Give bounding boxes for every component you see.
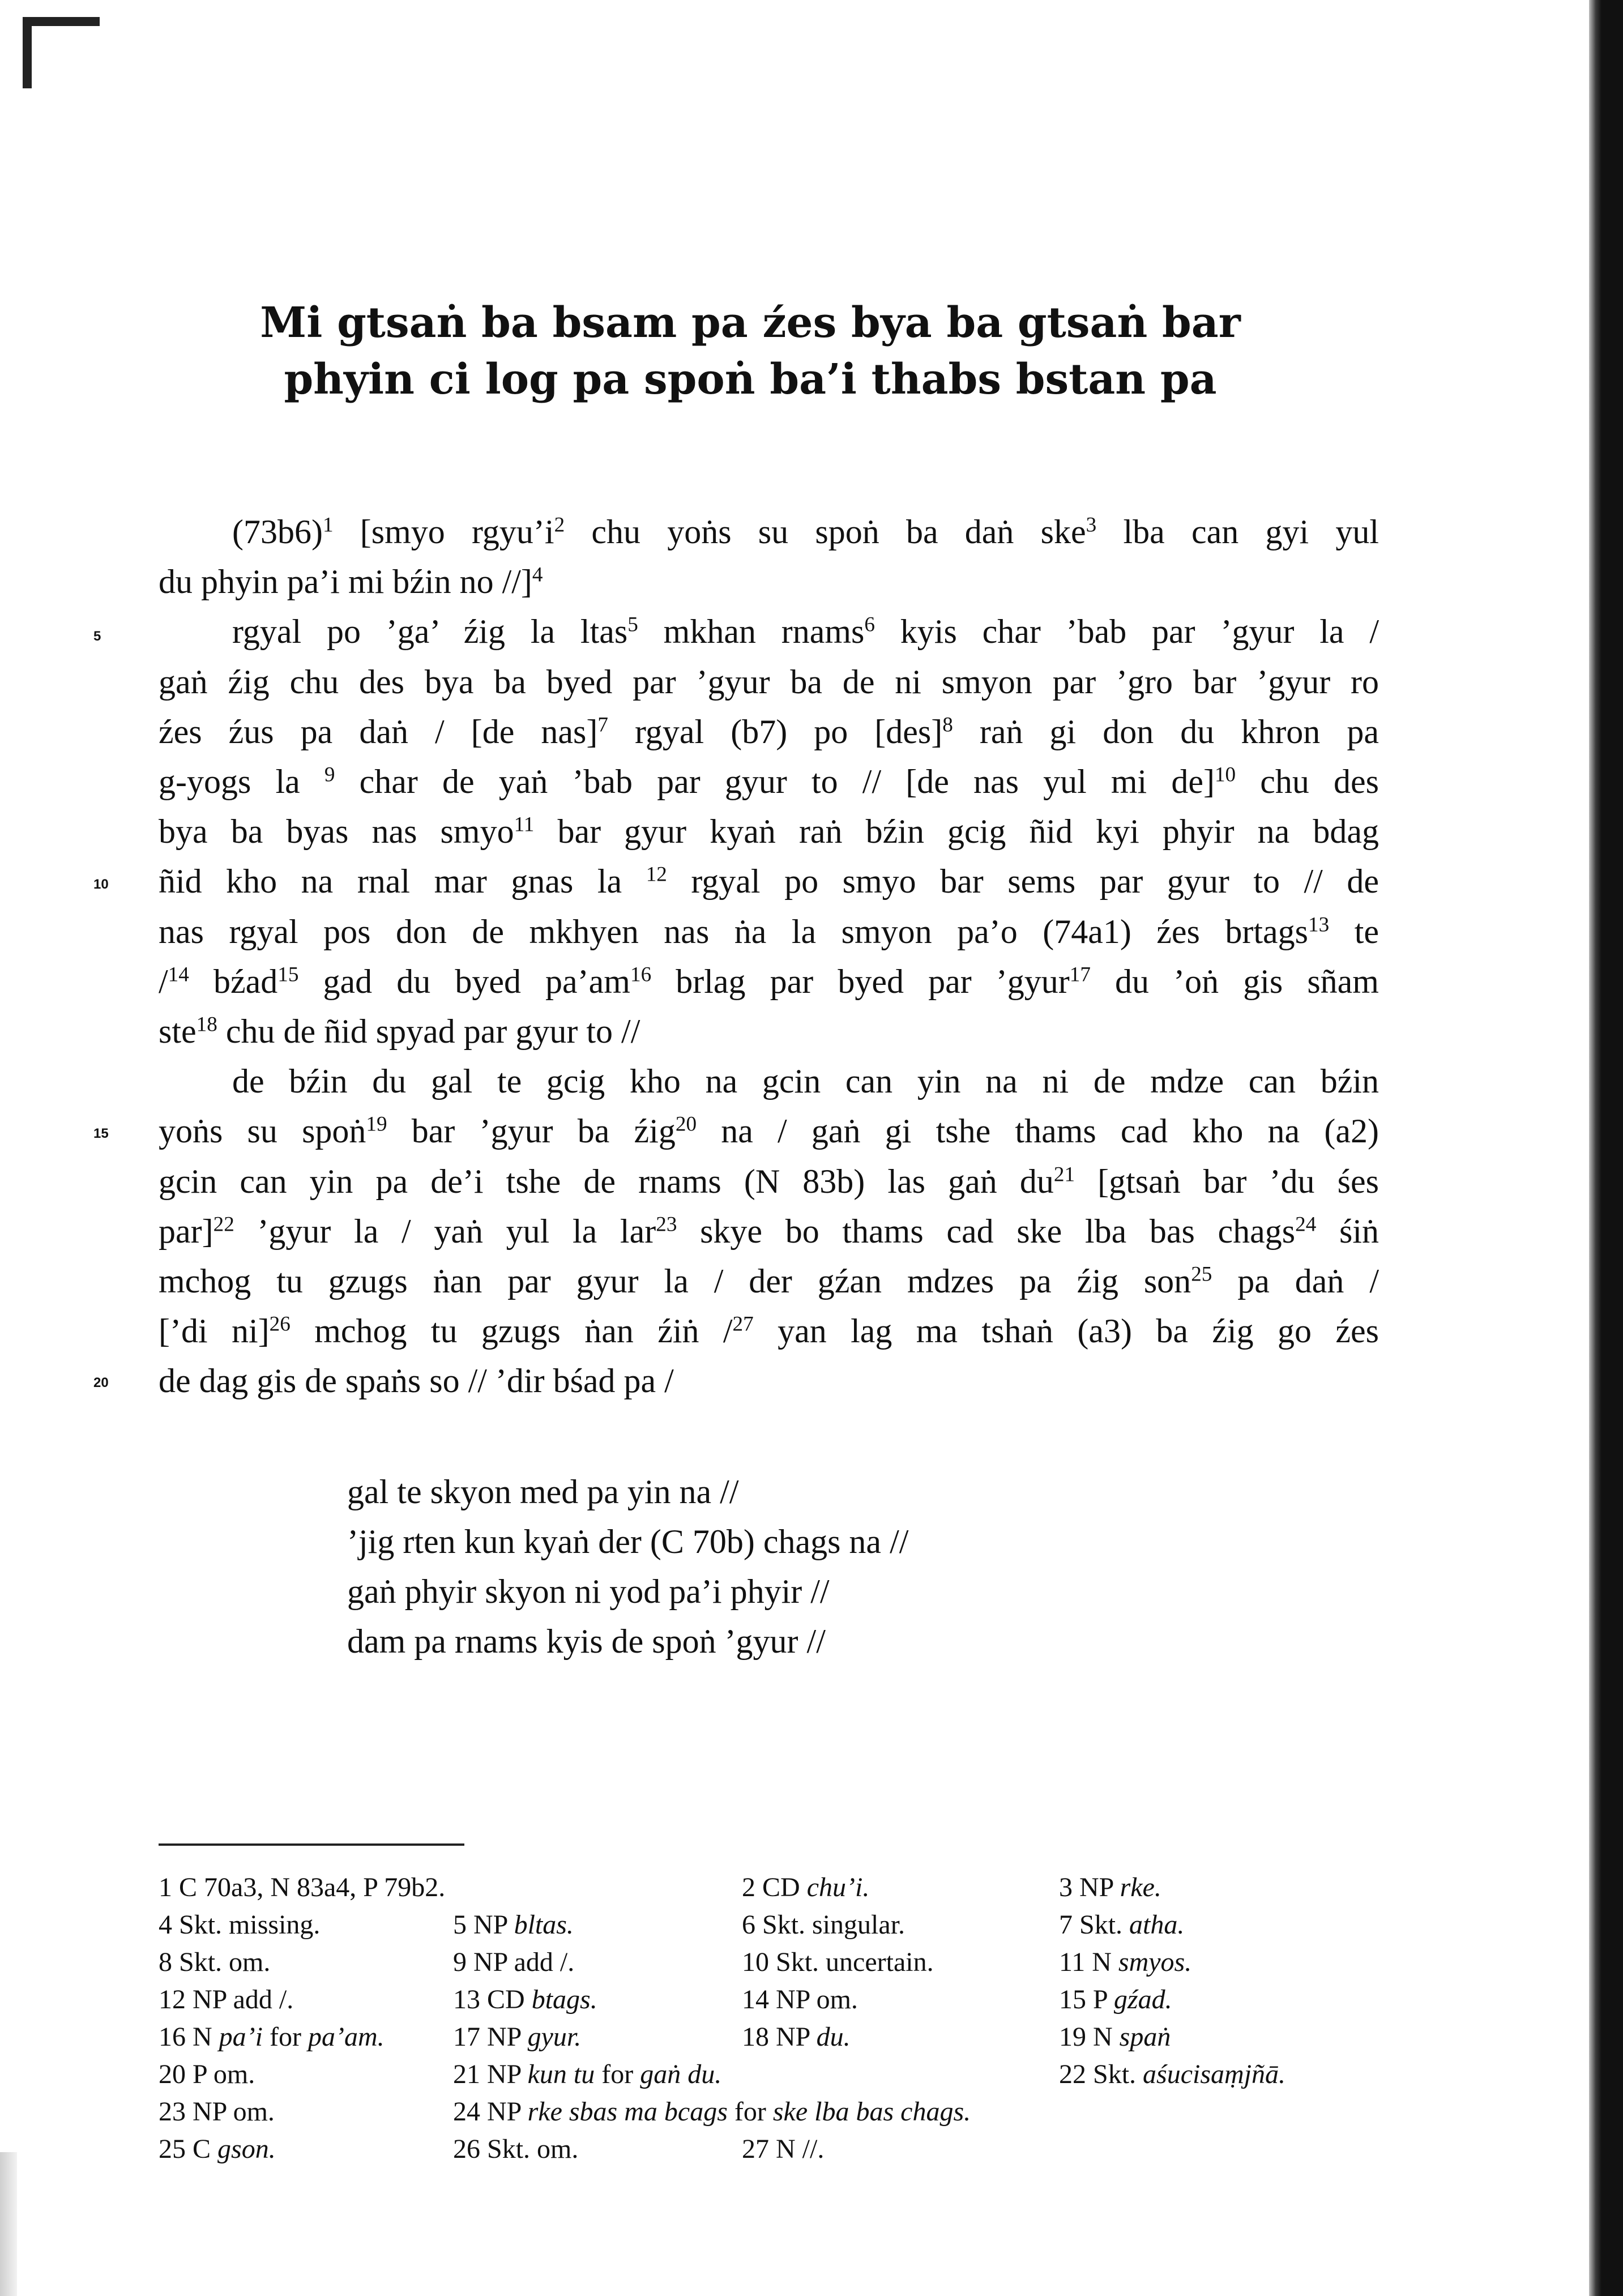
footnote-number: 3 [1059, 1872, 1073, 1902]
footnote-text: Skt. missing. [179, 1910, 321, 1940]
body-text-segment: pa daṅ / [1212, 1262, 1379, 1300]
body-text-segment: gaṅ źig chu des bya ba byed par ’gyur ba de ni smyon par ’gro bar ’gyur ro [159, 663, 1379, 701]
footnote-italic: btags. [531, 1985, 597, 2015]
footnote-number: 11 [1059, 1947, 1086, 1977]
footnote-number: 22 [1059, 2059, 1086, 2089]
footnote [453, 1906, 574, 1944]
footnote-number: 14 [742, 1985, 769, 2015]
footnote-text: NP [487, 2059, 528, 2089]
body-text-segment: rgyal po smyo bar sems par gyur to // de [667, 863, 1379, 901]
footnote-text: N [1092, 1947, 1118, 1977]
footnote-number: 27 [742, 2134, 769, 2164]
body-text-segment: gad du byed pa’am [298, 962, 630, 1000]
body-text-segment: mchog tu gzugs ṅan źiṅ / [290, 1312, 733, 1350]
footnote-ref: 4 [532, 563, 543, 587]
footnote [159, 1906, 320, 1944]
footnote-number: 9 [453, 1947, 467, 1977]
footnote-ref: 20 [675, 1112, 697, 1136]
body-text-segment: chu des [1236, 763, 1379, 800]
footnote-number: 5 [453, 1910, 467, 1940]
footnote-text: Skt. om. [487, 2134, 579, 2164]
footnote-text: N //. [776, 2134, 825, 2164]
footnote-italic: rke sbas ma bcags [527, 2097, 728, 2127]
footnote-text: P [1093, 1985, 1114, 2015]
body-line [159, 1356, 1379, 1406]
body-line [159, 707, 1379, 757]
footnote [1059, 2056, 1285, 2093]
footnote-number: 18 [742, 2022, 769, 2052]
footnote-text: NP [776, 2022, 817, 2052]
body-text-segment: char de yaṅ ’bab par gyur to // [de nas yul mi de] [335, 763, 1215, 800]
footnote-ref: 6 [864, 613, 875, 637]
footnote-text: C [193, 2134, 218, 2164]
body-text-segment: par] [159, 1212, 213, 1250]
verse-line: gaṅ phyir skyon ni yod pa’i phyir // [347, 1573, 830, 1610]
footnote-italic: du. [816, 2022, 851, 2052]
footnote-italic: kun tu [527, 2059, 595, 2089]
footnote [742, 2131, 824, 2168]
body-text-segment: mchog tu gzugs ṅan par gyur la / der gźan mdzes pa źig son [159, 1262, 1191, 1300]
footnote-text: N [193, 2022, 219, 2052]
footnote-ref: 2 [554, 513, 565, 537]
footnote-ref: 8 [942, 713, 953, 737]
footnote [159, 1869, 445, 1906]
body-text-segment: bar gyur kyaṅ raṅ bźin gcig ñid kyi phyir na bdag [534, 813, 1379, 851]
footnote-text: NP [487, 2022, 528, 2052]
footnote-ref: 16 [630, 963, 652, 987]
body-text-segment: lba can gyi yul [1096, 513, 1379, 550]
footnote-ref: 10 [1214, 763, 1236, 787]
footnote-number: 1 [159, 1872, 172, 1902]
footnote [453, 2131, 578, 2168]
footnote-ref: 12 [646, 863, 667, 886]
footnote-ref: 18 [196, 1013, 217, 1036]
body-line [159, 856, 1379, 906]
footnote [742, 2018, 851, 2056]
footnote-number: 4 [159, 1910, 172, 1940]
footnote-text: for [727, 2097, 773, 2127]
footnote [1059, 1944, 1191, 1981]
footnote [742, 1981, 858, 2018]
footnote-text: N [1093, 2022, 1120, 2052]
footnote-italic: gson. [217, 2134, 276, 2164]
footnote-text: Skt. om. [179, 1947, 271, 1977]
footnote-number: 12 [159, 1985, 186, 2015]
body-line [232, 507, 1379, 557]
line-number: 20 [93, 1375, 109, 1390]
footnote [742, 1944, 934, 1981]
footnote-number: 16 [159, 2022, 186, 2052]
body-text-segment: śiṅ [1316, 1212, 1379, 1250]
body-line [159, 1106, 1379, 1156]
footnote-text: for [263, 2022, 308, 2052]
footnote-ref: 23 [656, 1213, 677, 1236]
footnote-number: 23 [159, 2097, 186, 2127]
body-text-segment: du ’oṅ gis sñam [1090, 962, 1379, 1000]
scan-left-shadow [0, 2152, 17, 2296]
footnote-italic: gyur. [527, 2022, 582, 2052]
footnote [453, 2093, 971, 2131]
body-text-segment: źes źus pa daṅ / [de nas] [159, 712, 598, 750]
body-text-segment: bar ’gyur ba źig [387, 1112, 676, 1150]
footnote-ref: 22 [213, 1213, 234, 1236]
footnote-italic: gźad. [1113, 1985, 1172, 2015]
footnote-ref: 24 [1295, 1213, 1317, 1236]
footnote [1059, 1869, 1161, 1906]
footnote [453, 1944, 574, 1981]
footnote-number: 2 [742, 1872, 755, 1902]
footnote-italic: pa’i [219, 2022, 263, 2052]
body-text-segment: g-yogs la [159, 763, 324, 800]
footnote-italic: rke. [1120, 1872, 1161, 1902]
body-text-segment: skye bo thams cad ske lba bas chags [677, 1212, 1296, 1250]
footnote-text: NP add /. [193, 1985, 294, 2015]
footnote-rule [159, 1843, 464, 1846]
body-text-segment: nas rgyal pos don de mkhyen nas ṅa la smyon pa’o (74a1) źes brtags [159, 912, 1309, 950]
footnote-number: 20 [159, 2059, 186, 2089]
footnote-text: NP add /. [473, 1947, 575, 1977]
body-text-segment: kyis char ’bab par ’gyur la / [874, 613, 1379, 651]
line-number: 5 [93, 629, 101, 644]
footnote-italic: aśucisaṃjñā. [1143, 2059, 1286, 2089]
footnote-number: 6 [742, 1910, 755, 1940]
footnote-italic: gaṅ du. [640, 2059, 722, 2089]
body-line [159, 957, 1379, 1006]
footnote-text: Skt. [1079, 1910, 1130, 1940]
body-text-segment: bźad [189, 962, 278, 1000]
body-line [232, 1056, 1379, 1106]
body-text-segment: ’gyur la / yaṅ yul la lar [234, 1212, 656, 1250]
footnote-number: 13 [453, 1985, 480, 2015]
footnote-number: 19 [1059, 2022, 1086, 2052]
footnote-number: 15 [1059, 1985, 1086, 2015]
footnote [453, 1981, 597, 2018]
footnote-text: NP [473, 1910, 514, 1940]
body-line [159, 757, 1379, 806]
title-line-1: Mi gtsaṅ ba bsam pa źes bya ba gtsaṅ bar [260, 298, 1241, 347]
body-text-segment: te [1329, 912, 1379, 950]
footnote-ref: 3 [1086, 513, 1097, 537]
body-text-segment: chu de ñid spyad par gyur to // [217, 1013, 640, 1050]
footnote-number: 24 [453, 2097, 480, 2127]
footnote-text: C 70a3, N 83a4, P 79b2. [179, 1872, 446, 1902]
body-text-segment: bya ba byas nas smyo [159, 813, 514, 851]
footnote-text: NP om. [776, 1985, 858, 2015]
body-text-segment: yan lag ma tshaṅ (a3) ba źig go źes [753, 1312, 1379, 1350]
footnote [159, 2131, 276, 2168]
footnote-number: 10 [742, 1947, 769, 1977]
footnote-italic: bltas. [514, 1910, 574, 1940]
body-line [159, 1156, 1379, 1206]
footnote-number: 25 [159, 2134, 186, 2164]
footnote-ref: 25 [1191, 1262, 1212, 1286]
body-line [159, 1306, 1379, 1356]
footnote [742, 1906, 905, 1944]
body-line [159, 1006, 1379, 1056]
footnote-number: 17 [453, 2022, 480, 2052]
body-text-segment: rgyal (b7) po [des] [608, 712, 943, 750]
footnote-ref: 26 [269, 1312, 291, 1336]
footnote-text: NP [487, 2097, 528, 2127]
body-text-segment: / [159, 962, 168, 1000]
scan-right-edge [1589, 0, 1623, 2296]
footnote-ref: 14 [168, 963, 189, 987]
line-number: 10 [93, 877, 109, 892]
footnote-italic: smyos. [1118, 1947, 1192, 1977]
body-text-segment: de bźin du gal te gcig kho na gcin can yin na ni de mdze can bźin [232, 1062, 1379, 1100]
footnote-text: NP om. [193, 2097, 275, 2127]
footnote-ref: 11 [514, 813, 535, 837]
footnote-text: CD [487, 1985, 532, 2015]
scan-corner-mark [23, 17, 100, 88]
body-text-segment: raṅ gi don du khron pa [953, 712, 1379, 750]
body-text-segment: du phyin pa’i mi bźin no //] [159, 563, 532, 601]
footnote-ref: 7 [597, 713, 608, 737]
footnote [159, 1944, 270, 1981]
footnote-ref: 21 [1053, 1163, 1075, 1187]
body-line [159, 657, 1379, 707]
footnote [1059, 1906, 1184, 1944]
footnote [1059, 2018, 1171, 2056]
footnote-ref: 13 [1308, 913, 1330, 937]
footnote-text: CD [762, 1872, 807, 1902]
body-text-segment: ste [159, 1013, 197, 1050]
footnote-ref: 15 [277, 963, 299, 987]
footnote [159, 2018, 385, 2056]
footnote-italic: spaṅ [1119, 2022, 1171, 2052]
footnote-ref: 19 [366, 1112, 387, 1136]
body-text-segment: na / gaṅ gi tshe thams cad kho na (a2) [697, 1112, 1379, 1150]
footnote-text: P om. [193, 2059, 255, 2089]
body-text-segment: [’di ni] [159, 1312, 270, 1350]
footnote-italic: ske lba bas chags. [772, 2097, 971, 2127]
footnote-number: 7 [1059, 1910, 1073, 1940]
body-line [159, 1256, 1379, 1306]
body-line [159, 806, 1379, 856]
body-text-segment: rgyal po ’ga’ źig la ltas [232, 613, 628, 651]
footnote [453, 2056, 721, 2093]
footnote [159, 2093, 275, 2131]
body-line [232, 607, 1379, 656]
line-number: 15 [93, 1126, 109, 1141]
footnote-text: for [595, 2059, 640, 2089]
footnote-italic: atha. [1129, 1910, 1185, 1940]
verse-line: gal te skyon med pa yin na // [347, 1473, 739, 1510]
footnote-text: Skt. [1093, 2059, 1143, 2089]
footnote-ref: 9 [324, 763, 335, 787]
body-text-segment: chu yoṅs su spoṅ ba daṅ ske [565, 513, 1086, 550]
body-line [159, 907, 1379, 957]
footnote-italic: pa’am. [307, 2022, 385, 2052]
footnote [742, 1869, 869, 1906]
body-text-segment: de dag gis de spaṅs so // ’dir bśad pa / [159, 1362, 674, 1400]
footnote-italic: chu’i. [806, 1872, 870, 1902]
footnote-number: 21 [453, 2059, 480, 2089]
footnote-text: Skt. singular. [762, 1910, 906, 1940]
footnote-number: 26 [453, 2134, 480, 2164]
title-line-2: phyin ci log pa spoṅ ba’i thabs bstan pa [284, 355, 1217, 404]
footnote-ref: 5 [627, 613, 638, 637]
footnote-ref: 27 [732, 1312, 754, 1336]
body-text-segment: brlag par byed par ’gyur [651, 962, 1070, 1000]
footnote [1059, 1981, 1172, 2018]
footnote-number: 8 [159, 1947, 172, 1977]
verse-line: ’jig rten kun kyaṅ der (C 70b) chags na // [347, 1523, 909, 1560]
footnote-text: NP [1079, 1872, 1120, 1902]
verse-line: dam pa rnams kyis de spoṅ ’gyur // [347, 1623, 826, 1660]
footnote [159, 1981, 293, 2018]
body-line [159, 557, 1379, 607]
body-text-segment: mkhan rnams [638, 613, 865, 651]
footnote-text: Skt. uncertain. [776, 1947, 934, 1977]
footnote-ref: 17 [1069, 963, 1091, 987]
body-line [159, 1206, 1379, 1256]
body-text-segment: yoṅs su spoṅ [159, 1112, 366, 1150]
body-text-segment: [smyo rgyu’i [333, 513, 554, 550]
body-text-segment: gcin can yin pa de’i tshe de rnams (N 83b) las gaṅ du [159, 1162, 1054, 1200]
footnote-ref: 1 [322, 513, 334, 537]
body-text-segment: [gtsaṅ bar ’du śes [1075, 1162, 1379, 1200]
body-text-segment: (73b6) [232, 513, 323, 550]
footnote [159, 2056, 255, 2093]
footnote [453, 2018, 581, 2056]
body-text-segment: ñid kho na rnal mar gnas la [159, 863, 646, 901]
